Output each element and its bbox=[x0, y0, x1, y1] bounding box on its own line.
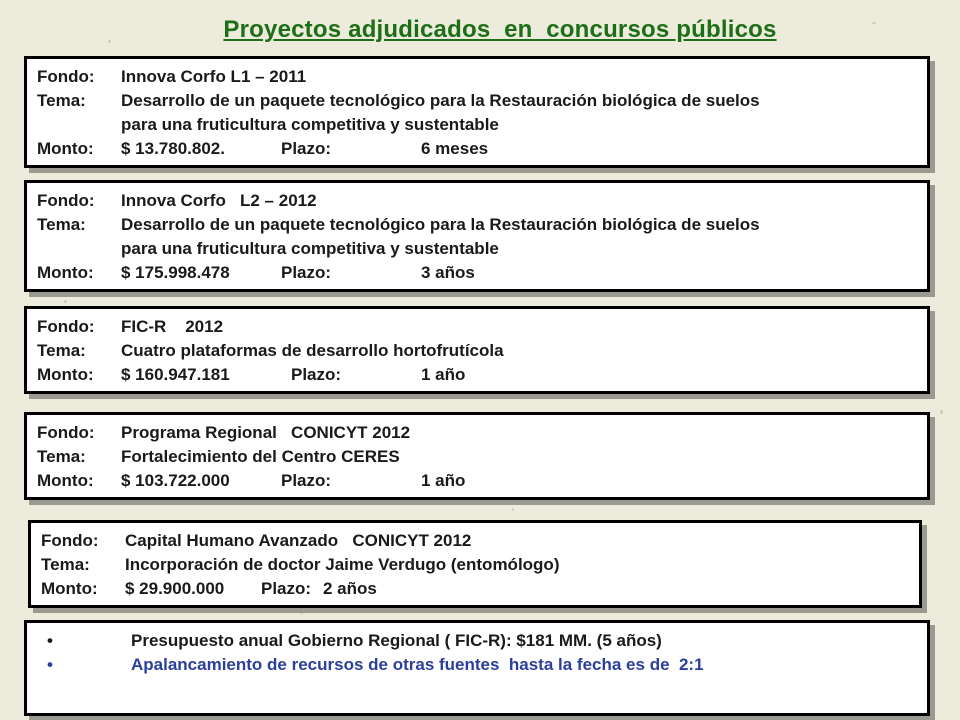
plazo-value: 1 año bbox=[421, 471, 466, 490]
bullet-icon: • bbox=[47, 631, 53, 650]
monto-value: $ 29.900.000 bbox=[125, 579, 225, 598]
tema-label: Tema: bbox=[37, 341, 86, 360]
texture-speck bbox=[512, 508, 514, 511]
tema-label: Tema: bbox=[37, 447, 86, 466]
tema-line: para una fruticultura competitiva y sustentable bbox=[121, 239, 499, 258]
plazo-label: Plazo: bbox=[291, 365, 342, 384]
plazo-label: Plazo: bbox=[281, 139, 332, 158]
tema-line: Fortalecimiento del Centro CERES bbox=[121, 447, 400, 466]
texture-speck bbox=[64, 300, 67, 303]
monto-value: $ 175.998.478 bbox=[121, 263, 230, 282]
monto-label: Monto: bbox=[37, 365, 94, 384]
fondo-label: Fondo: bbox=[37, 67, 95, 86]
texture-speck bbox=[940, 410, 943, 414]
fondo-value: Capital Humano Avanzado CONICYT 2012 bbox=[125, 531, 472, 550]
bullet-icon: • bbox=[47, 655, 53, 674]
project-card bbox=[28, 520, 922, 608]
plazo-value: 6 meses bbox=[421, 139, 489, 158]
tema-label: Tema: bbox=[41, 555, 90, 574]
fondo-value: Programa Regional CONICYT 2012 bbox=[121, 423, 411, 442]
monto-label: Monto: bbox=[37, 471, 94, 490]
plazo-label: Plazo: bbox=[281, 471, 332, 490]
plazo-value: 1 año bbox=[421, 365, 466, 384]
tema-line: Desarrollo de un paquete tecnológico para la Restauración biológica de suelos bbox=[121, 91, 760, 110]
tema-line: Desarrollo de un paquete tecnológico para la Restauración biológica de suelos bbox=[121, 215, 760, 234]
project-card bbox=[24, 306, 930, 394]
fondo-label: Fondo: bbox=[37, 191, 95, 210]
summary-text: Presupuesto anual Gobierno Regional ( FIC-R): $181 MM. (5 años) bbox=[131, 631, 662, 650]
tema-line: para una fruticultura competitiva y sustentable bbox=[121, 115, 499, 134]
fondo-value: Innova Corfo L2 – 2012 bbox=[121, 191, 317, 210]
fondo-value: Innova Corfo L1 – 2011 bbox=[121, 67, 307, 86]
fondo-label: Fondo: bbox=[37, 423, 95, 442]
monto-value: $ 13.780.802. bbox=[121, 139, 225, 158]
monto-value: $ 160.947.181 bbox=[121, 365, 230, 384]
monto-value: $ 103.722.000 bbox=[121, 471, 230, 490]
fondo-label: Fondo: bbox=[41, 531, 99, 550]
plazo-value: 3 años bbox=[421, 263, 475, 282]
tema-label: Tema: bbox=[37, 215, 86, 234]
project-card bbox=[24, 56, 930, 168]
plazo-label: Plazo: bbox=[261, 579, 312, 598]
plazo-label: Plazo: bbox=[281, 263, 332, 282]
summary-box bbox=[24, 620, 930, 716]
project-card bbox=[24, 180, 930, 292]
monto-label: Monto: bbox=[37, 263, 94, 282]
fondo-value: FIC-R 2012 bbox=[121, 317, 224, 336]
page-title: Proyectos adjudicados en concursos públicos bbox=[223, 16, 777, 43]
project-card bbox=[24, 412, 930, 500]
tema-label: Tema: bbox=[37, 91, 86, 110]
tema-line: Incorporación de doctor Jaime Verdugo (entomólogo) bbox=[125, 555, 560, 574]
fondo-label: Fondo: bbox=[37, 317, 95, 336]
monto-label: Monto: bbox=[37, 139, 94, 158]
summary-text: Apalancamiento de recursos de otras fuentes hasta la fecha es de 2:1 bbox=[131, 655, 704, 674]
monto-label: Monto: bbox=[41, 579, 98, 598]
tema-line: Cuatro plataformas de desarrollo hortofrutícola bbox=[121, 341, 504, 360]
plazo-value: 2 años bbox=[323, 579, 377, 598]
texture-speck bbox=[300, 612, 303, 614]
